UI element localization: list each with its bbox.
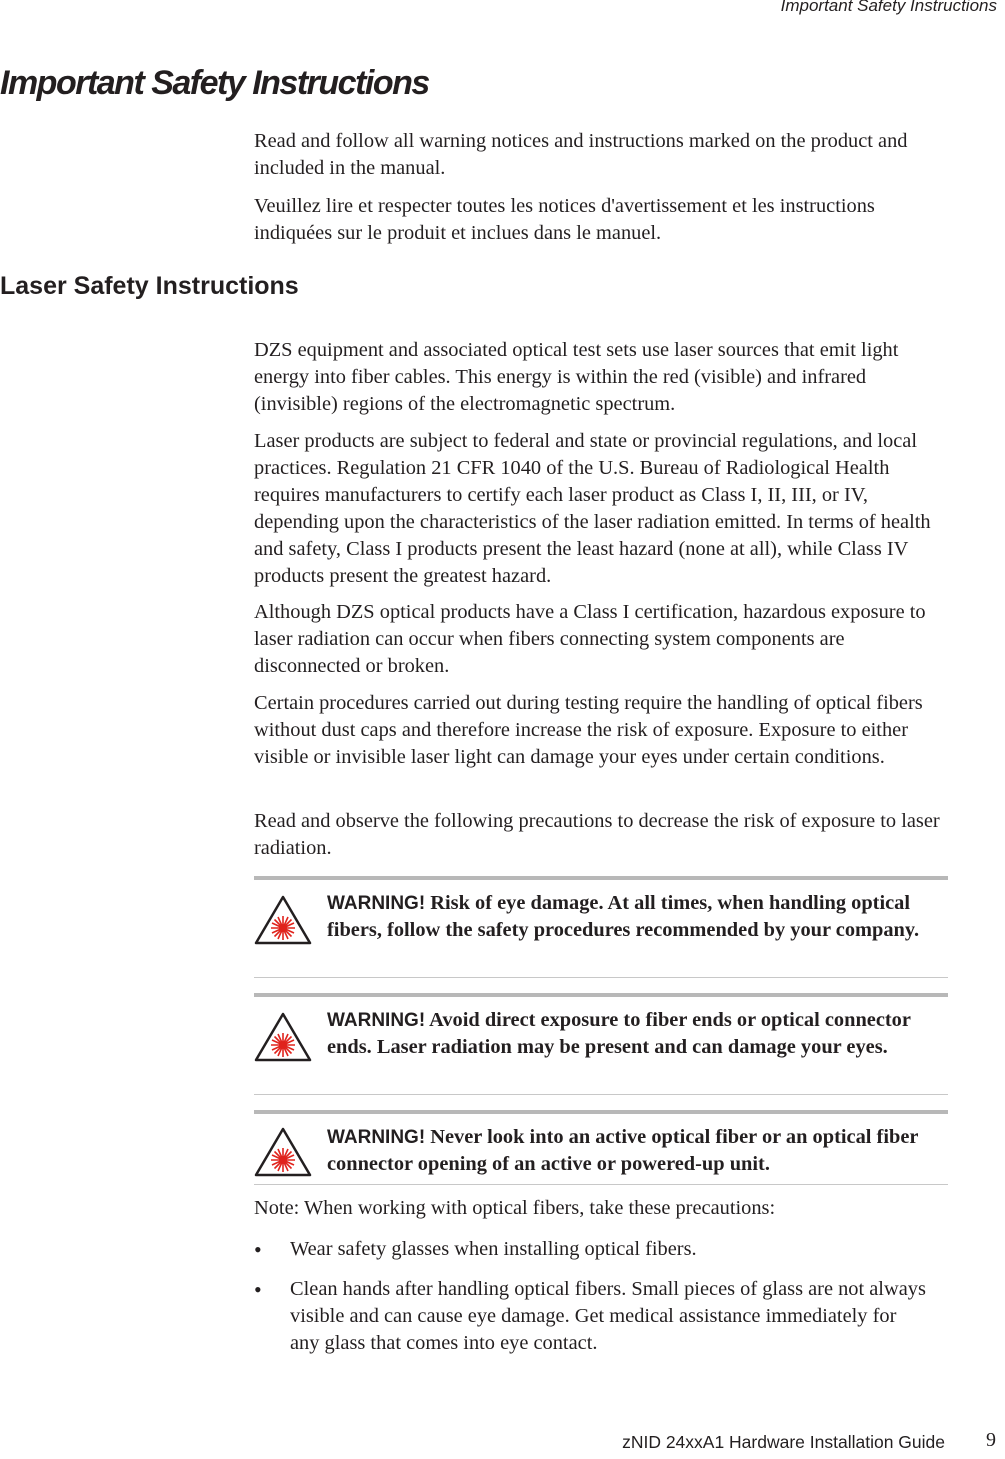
page-title: Important Safety Instructions [0, 64, 429, 102]
bullet-icon: • [254, 1277, 262, 1302]
warning-box [254, 876, 948, 978]
warning-box [254, 993, 948, 1095]
laser-warning-icon [254, 894, 312, 946]
intro-paragraph-fr: Veuillez lire et respecter toutes les notices d'avertissement et les instructions indiquées sur le produit et inclues dans le manuel. [254, 195, 875, 244]
section-heading-laser: Laser Safety Instructions [0, 272, 299, 300]
warning-label: WARNING! [327, 1127, 426, 1148]
laser-paragraph-procedures: Certain procedures carried out during testing require the handling of optical fibers without dust caps and therefore increase the risk of exposure. Exposure to either visible or invisible laser light can damage your eyes under certain conditions. [254, 692, 923, 768]
footer-guide-title: zNID 24xxA1 Hardware Installation Guide [622, 1432, 945, 1452]
laser-paragraph-class-i: Although DZS optical products have a Class I certification, hazardous exposure to laser radiation can occur when fibers connecting system components are disconnected or broken. [254, 601, 926, 677]
laser-paragraph-precautions: Read and observe the following precautions to decrease the risk of exposure to laser radiation. [254, 810, 940, 859]
list-item-text: Clean hands after handling optical fibers. Small pieces of glass are not always visible and can cause eye damage. Get medical assistance immediately for any glass that comes into eye contact. [290, 1278, 926, 1354]
running-head: Important Safety Instructions [780, 0, 997, 15]
list-item-text: Wear safety glasses when installing optical fibers. [290, 1238, 697, 1260]
warning-body: Avoid direct exposure to fiber ends or optical connector ends. Laser radiation may be present and can damage your eyes. [327, 1009, 911, 1058]
warning-body: Risk of eye damage. At all times, when handling optical fibers, follow the safety procedures recommended by your company. [327, 892, 920, 941]
laser-paragraph-regulations: Laser products are subject to federal and state or provincial regulations, and local practices. Regulation 21 CFR 1040 of the U.S. Bureau of Radiological Health requires manufacturers to certify each laser product as Class I, II, III, or IV, depending upon the characteristics of the laser radiation emitted. In terms of health and safety, Class I products present the least hazard (none at all), while Class IV products present the greatest hazard. [254, 430, 931, 587]
laser-warning-icon [254, 1126, 312, 1178]
warning-label: WARNING! [327, 893, 426, 914]
footer-page-number: 9 [986, 1429, 996, 1451]
precautions-note: Note: When working with optical fibers, take these precautions: [254, 1197, 776, 1219]
warning-label: WARNING! [327, 1010, 426, 1031]
warning-text [327, 890, 948, 944]
warning-box [254, 1110, 948, 1185]
laser-warning-icon [254, 1011, 312, 1063]
warning-text [327, 1124, 948, 1178]
laser-paragraph-sources: DZS equipment and associated optical test sets use laser sources that emit light energy into fiber cables. This energy is within the red (visible) and infrared (invisible) regions of the electromagnetic spectrum. [254, 339, 899, 415]
warning-text [327, 1007, 948, 1061]
bullet-icon: • [254, 1237, 262, 1262]
warning-body: Never look into an active optical fiber or an optical fiber connector opening of an active or powered-up unit. [327, 1126, 919, 1175]
intro-paragraph-en: Read and follow all warning notices and instructions marked on the product and included in the manual. [254, 130, 908, 179]
